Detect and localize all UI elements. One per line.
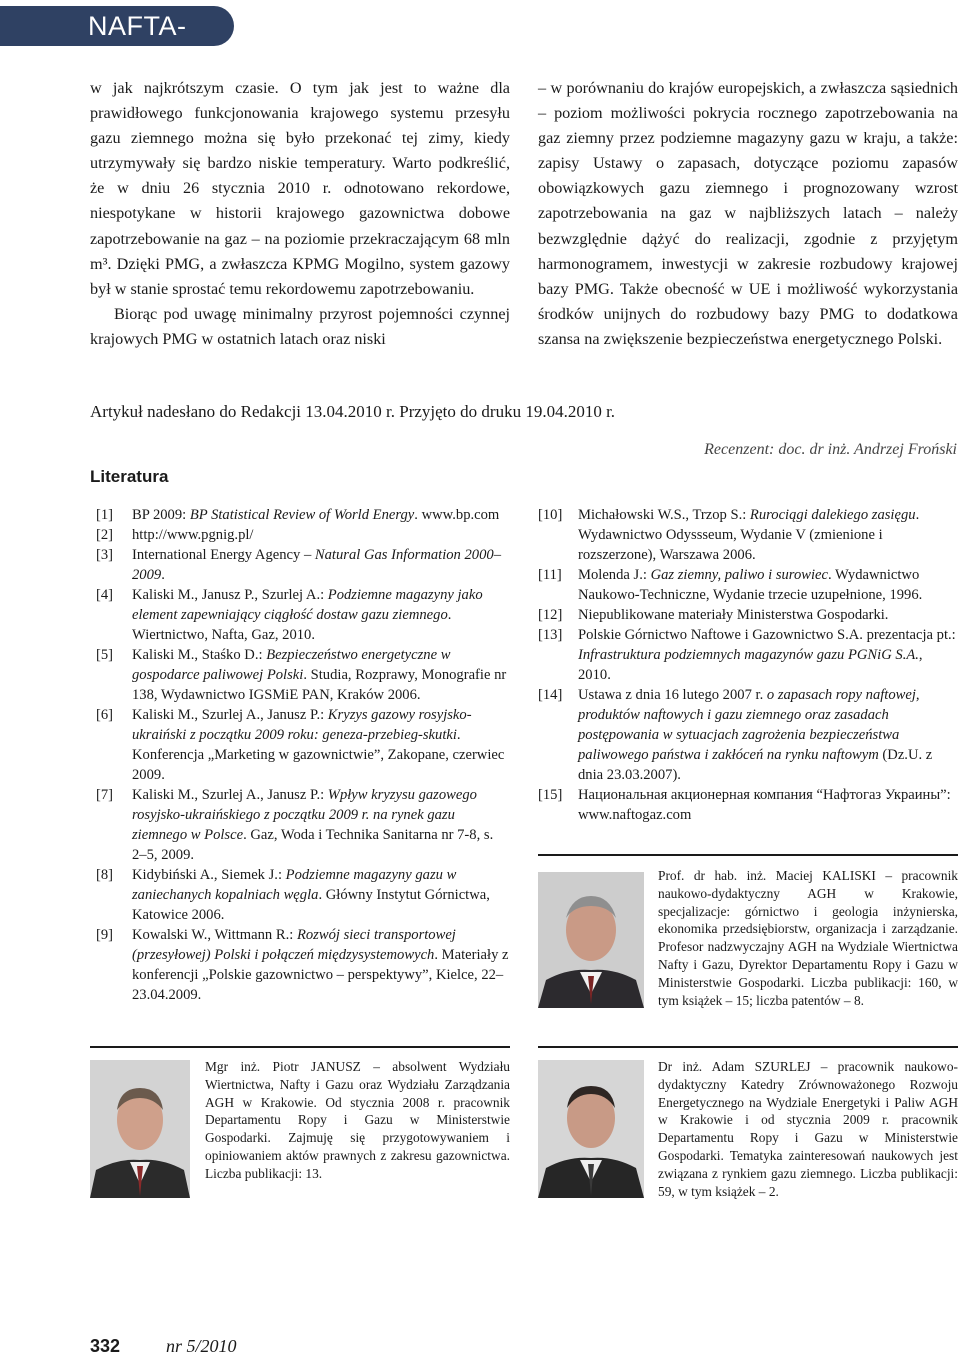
reference-number: [9]: [96, 927, 114, 943]
reference-text: Michałowski W.S., Trzop S.:: [578, 507, 750, 523]
reference-text: Ustawa z dnia 16 lutego 2007 r.: [578, 687, 767, 703]
author-bio-szurlej: Dr inż. Adam SZURLEJ – pracownik naukowo-dydaktyczny Katedry Zrównoważonego Rozwoju Energetycznego na Wydziale Energetyki i Paliw AGH w Krakowie i od stycznia 2009 r. pracownik Departamentu Ropy i Gazu w Ministerstwie Gospodarki. Tematyka zainteresowań naukowych jest związana z rynkiem gazu ziemnego. Liczba publikacji: 59, w tym książek – 2.: [658, 1059, 958, 1199]
reference-item: [96, 705, 510, 785]
reference-number: [12]: [538, 607, 563, 623]
author-photo-janusz: [90, 1060, 190, 1198]
reference-item: [538, 605, 958, 625]
author-bio-janusz: Mgr inż. Piotr JANUSZ – absolwent Wydziału Wiertnictwa, Nafty i Gazu oraz Wydziału Zarządzania AGH w Krakowie. Od stycznia 2008 r. pracownik Departamentu Ropy i Gazu w Ministerstwie Gospodarki. Zajmuję się przygotowywaniem i opiniowaniem aktów prawnych z zakresu gazownictwa. Liczba publikacji: 13.: [205, 1059, 510, 1181]
article-dates: Artykuł nadesłano do Redakcji 13.04.2010 r. Przyjęto do druku 19.04.2010 r.: [90, 402, 616, 421]
issue-number: nr 5/2010: [166, 1336, 237, 1356]
reference-title: Gaz ziemny, paliwo i surowiec: [650, 567, 828, 583]
reference-text: Национальная акционерная компания “Нафтогаз Украины”: www.naftogaz.com: [578, 787, 951, 823]
reference-title: BP Statistical Review of World Energy: [189, 507, 415, 523]
reference-text: Molenda J.:: [578, 567, 651, 583]
reference-item: [96, 645, 510, 705]
reference-title: Kryzys gazowy rosyjsko-ukraiński z początku 2009 roku: geneza-przebieg-skutki: [132, 707, 472, 743]
reference-title: Bezpieczeństwo energetyczne w gospodarce paliwowej Polski: [132, 647, 451, 683]
body-paragraph: w jak najkrótszym czasie. O tym jak jest to ważne dla prawidłowego funkcjonowania krajowego systemu przesyłu gazu ziemnego można się było przekonać tej zimy, kiedy utrzymywały się bardzo niskie temperatury. Warto podkreślić, że w dniu 26 stycznia 2010 r. odnotowano rekordowe, niespotykane w historii krajowego gazownictwa dobowe zapotrzebowanie na gaz – na poziomie przekraczającym 68 mln m³. Dzięki PMG, a zwłaszcza KPMG Mogilno, system gazowy był w stanie sprostać temu rekordowemu zapotrzebowaniu.: [90, 79, 510, 298]
reference-item: [96, 785, 510, 865]
reference-number: [5]: [96, 647, 114, 663]
reference-item: [96, 505, 510, 525]
reference-number: [15]: [538, 787, 563, 803]
references-list-right: [538, 505, 958, 825]
reference-text: . Studia, Rozprawy, Monografie nr 138, Wydawnictwo IGSMiE PAN, Kraków 2006.: [132, 667, 507, 703]
reference-text: Kaliski M., Szurlej A., Janusz P.:: [132, 707, 328, 723]
reference-title: Infrastruktura podziemnych magazynów gazu PGNiG S.A.: [578, 647, 919, 663]
literature-heading: Literatura: [90, 467, 169, 486]
reference-number: [2]: [96, 527, 114, 543]
reference-text: International Energy Agency –: [132, 547, 315, 563]
reference-item: [96, 925, 510, 1005]
reference-text: Polskie Górnictwo Naftowe i Gazownictwo S.A. prezentacja pt.:: [578, 627, 956, 643]
reference-text: Kidybiński A., Siemek J.:: [132, 867, 286, 883]
reference-number: [1]: [96, 507, 114, 523]
reference-item: [538, 625, 958, 685]
reference-text: . Konferencja „Marketing w gazownictwie”, Zakopane, czerwiec 2009.: [132, 727, 505, 783]
reference-number: [10]: [538, 507, 563, 523]
reference-item: [96, 585, 510, 645]
reference-title: Wpływ kryzysu gazowego rosyjsko-ukraińskiego z początku 2009 r. na rynek gazu ziemnego w Polsce: [132, 787, 477, 843]
reference-text: . Gaz, Woda i Technika Sanitarna nr 7-8, s. 2–5, 2009.: [132, 827, 494, 863]
reference-text: . Główny Instytut Górnictwa, Katowice 2006.: [132, 887, 490, 923]
reference-number: [11]: [538, 567, 562, 583]
body-column-right: [538, 76, 958, 352]
reference-text: . Materiały z konferencji „Polskie gazownictwo – perspektywy”, Kielce, 22–23.04.2009.: [132, 947, 509, 1003]
reference-title: Rurociągi dalekiego zasięgu: [749, 507, 916, 523]
reference-number: [8]: [96, 867, 114, 883]
reference-item: [96, 525, 510, 545]
page-number: 332: [90, 1336, 121, 1356]
reference-text: Kaliski M., Szurlej A., Janusz P.:: [132, 787, 328, 803]
reference-title: Natural Gas Information 2000–2009: [132, 547, 501, 583]
reference-number: [14]: [538, 687, 563, 703]
reference-number: [3]: [96, 547, 114, 563]
author-photo-szurlej: [538, 1060, 644, 1198]
reference-title: Podziemne magazyny gazu w zaniechanych kopalniach węgla: [132, 867, 457, 903]
body-paragraph: Biorąc pod uwagę minimalny przyrost pojemności czynnej krajowych PMG w ostatnich latach oraz niski: [90, 304, 510, 348]
reference-item: [538, 685, 958, 785]
reference-item: [96, 545, 510, 585]
reference-text: Kowalski W., Wittmann R.:: [132, 927, 297, 943]
body-column-left: [90, 76, 510, 352]
reference-item: [96, 865, 510, 925]
reference-text: , 2010.: [578, 647, 923, 683]
reference-title: Podziemne magazyny jako element zapewniający ciągłość dostaw gazu ziemnego: [132, 587, 483, 623]
reference-item: [538, 785, 958, 825]
reference-text: . Wydawnictwo Odyssseum, Wydanie V (zmienione i rozszerzone), Warszawa 2006.: [578, 507, 920, 563]
reference-number: [13]: [538, 627, 563, 643]
reference-number: [7]: [96, 787, 114, 803]
reference-item: [538, 565, 958, 605]
reference-title: Rozwój sieci transportowej (przesyłowej) Polski i połączeń międzysystemowych: [132, 927, 456, 963]
author-photo-kaliski: [538, 872, 644, 1008]
reference-text: Kaliski M., Janusz P., Szurlej A.:: [132, 587, 328, 603]
reference-text: (Dz.U. z dnia 23.03.2007).: [578, 747, 933, 783]
reference-text: Niepublikowane materiały Ministerstwa Gospodarki.: [578, 607, 889, 623]
references-list-left: [96, 505, 510, 1005]
reference-text: Kaliski M., Staśko D.:: [132, 647, 267, 663]
reviewer: Recenzent: doc. dr inż. Andrzej Froński: [704, 441, 957, 458]
reference-text: . www.bp.com: [414, 507, 500, 523]
reference-text: .: [161, 567, 165, 583]
reference-text: BP 2009:: [132, 507, 190, 523]
reference-text: . Wydawnictwo Naukowo-Techniczne, Wydanie trzecie uzupełnione, 1996.: [578, 567, 923, 603]
body-paragraph: – w porównaniu do krajów europejskich, a zwłaszcza sąsiednich – poziom możliwości pokrycia rocznego zapotrzebowania na gaz ziemny przez podziemne magazyny gazu w kraju, a także: zapisy Ustawy o zapasach, dotyczące poziomu zapasów obowiązkowych gazu ziemnego i prognozowany wzrost zapotrzebowania na gaz w najbliższych latach – należy bezwzględnie dążyć do realizacji, zgodnie z przyjętym harmonogramem, inwestycji w zakresie rozbudowy krajowej bazy PMG. Także obecność w UE i możliwość wykorzystania środków unijnych do rozbudowy bazy PMG to dodatkowa szansa na zwiększenie bezpieczeństwa energetycznego Polski.: [538, 79, 958, 348]
reference-number: [4]: [96, 587, 114, 603]
reference-title: o zapasach ropy naftowej, produktów naftowych i gazu ziemnego oraz zasadach postępowania w sytuacjach zagrożenia bezpieczeństwa paliwowego państwa i zakłóceń na rynku naftowym: [578, 687, 920, 763]
journal-header: NAFTA-GAZ: [0, 6, 234, 46]
divider: [90, 1046, 510, 1048]
reference-item: [538, 505, 958, 565]
reference-text: . Wiertnictwo, Nafta, Gaz, 2010.: [132, 607, 452, 643]
divider: [538, 854, 958, 856]
divider: [538, 1046, 958, 1048]
author-bio-kaliski: Prof. dr hab. inż. Maciej KALISKI – pracownik naukowo-dydaktyczny AGH w Krakowie, specjalizacje: górnictwo i geologia inżynierska, ekonomika przedsiębiorstw, organizacja i zarządzanie. Profesor nadzwyczajny AGH na Wydziale Wiertnictwa Nafty i Gazu, Dyrektor Departamentu Ropy i Gazu w Ministerstwie Gospodarki. Liczba publikacji: 160, w tym książek – 15; liczba patentów – 8.: [658, 868, 958, 1008]
reference-text: http://www.pgnig.pl/: [132, 527, 254, 543]
reference-number: [6]: [96, 707, 114, 723]
